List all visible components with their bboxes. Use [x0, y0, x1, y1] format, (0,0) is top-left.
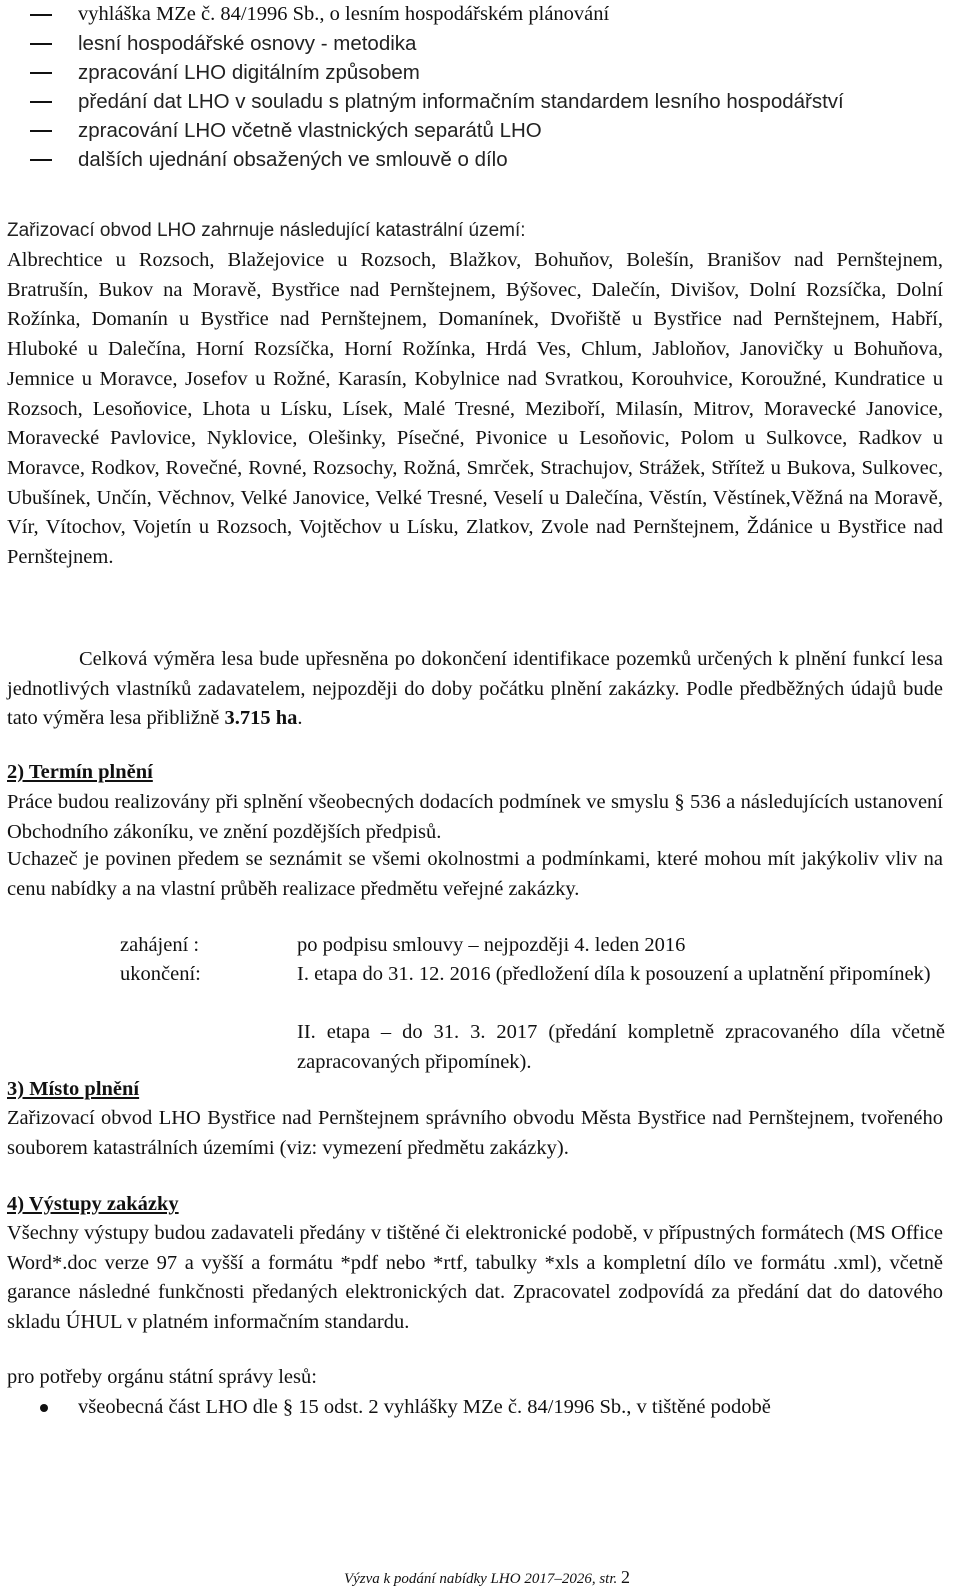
- list-item: předání dat LHO v souladu s platným informačním standardem lesního hospodářství: [0, 87, 844, 116]
- section-heading-misto: 3) Místo plnění: [7, 1078, 140, 1100]
- dash-bullet-icon: [30, 101, 52, 103]
- termin-paragraph-2: Uchazeč je povinen předem se seznámit se všemi okolnostmi a podmínkami, které mohou mít jakýkoliv vliv na cenu nabídky a na vlastní průběh realizace předmětu veřejné zakázky.: [7, 848, 943, 900]
- list-item: zpracování LHO digitálním způsobem: [0, 58, 844, 87]
- page-footer: Výzva k podání nabídky LHO 2017–2026, str. 2: [343, 1567, 630, 1587]
- list-item: dalších ujednání obsažených ve smlouvě o dílo: [0, 145, 844, 174]
- misto-paragraph: Zařizovací obvod LHO Bystřice nad Pernštejnem správního obvodu Města Bystřice nad Pernštejnem, tvořeného souborem katastrálních územími (viz: vymezení předmětu zakázky).: [7, 1107, 943, 1159]
- dash-bullet-icon: [30, 14, 52, 16]
- vystupy-paragraph: Všechny výstupy budou zadavateli předány v tištěné či elektronické podobě, v přípustných formátech (MS Office Word*.doc verze 97 a vyšší a formátu *pdf nebo *rtf, tabulky *xls a kompletní dílo ve formátu .xml), včetně garance následné funkčnosti předaných elektronických dat. Zpracovatel zodpovídá za předání dat do datového skladu ÚHUL v platném informačním standardu.: [7, 1222, 943, 1334]
- dash-bullet-icon: [30, 130, 52, 132]
- bullet-icon: [40, 1404, 48, 1412]
- section-heading-vystupy: 4) Výstupy zakázky: [7, 1193, 179, 1215]
- termin-paragraph-1: Práce budou realizovány při splnění všeobecných dodacích podmínek ve smyslu § 536 a následujících ustanovení Obchodního zákoníku, ve znění pozdějších předpisů.: [7, 791, 943, 843]
- zahajeni-value: po podpisu smlouvy – nejpozději 4. leden 2016: [297, 934, 686, 956]
- page-number: 2: [621, 1567, 630, 1587]
- document-page: vyhláška MZe č. 84/1996 Sb., o lesním hospodářském plánování lesní hospodářské osnovy - metodika zpracování LHO digitálním způsobem předání dat LHO v souladu s platným informačním standardem lesního hospodářství zpracování LHO včetně vlastnických separátů LHO dalších ujednání obsažených ve smlouvě o dílo Zařizovací obvod LHO zahrnuje následující katastrální území: Albrechtice u Rozsoch, Blažejovice u Rozsoch, Blažkov, Bohuňov, Bolešín, Branišov nad Pernštejnem, Bratrušín, Bukov na Moravě, Bystřice nad Pernštejnem, Býšovec, Dalečín, Divišov, Dolní Rozsíčka, Dolní Rožínka, Domanín u Bystřice nad Pernštejnem, Domanínek, Dvořiště u Bystřice nad Pernštejnem, Habří, Hluboké u Dalečína, Horní Rozsíčka, Horní Rožínka, Hrdá Ves, Chlum, Jabloňov, Janovičky u Bohuňova, Jemnice u Moravce, Josefov u Rožné, Karasín, Kobylnice nad Svratkou, Korouhvice, Koroužné, Kundratice u Rozsoch, Lesoňovice, Lhota u Lísku, Lísek, Malé Tresné, Meziboří, Milasín, Mitrov, Moravecké Janovice, Moravecké Pavlovice, Nyklovice, Olešinky, Písečné, Pivonice u Lesoňovic, Polom u Sulkovce, Radkov u Moravce, Rodkov, Rovečné, Rovné, Rozsochy, Rožná, Smrček, Strachujov, Strážek, Střítež u Bukova, Sulkovec, Ubušínek, Unčín, Věchnov, Velké Janovice, Velké Tresné, Veselí u Dalečína, Věstín, Věstínek,Věžná na Moravě, Vír, Vítochov, Vojetín u Rozsoch, Vojtěchov u Lísku, Zlatkov, Zvole nad Pernštejnem, Ždánice u Bystřice nad Pernštejnem. Celková výměra lesa bude upřesněna po dokončení identifikace pozemků určených k plnění funkcí lesa jednotlivých vlastníků zadavatelem, nejpozději do doby počátku plnění zakázky. Podle předběžných údajů bude tato výměra lesa přibližně 3.715 ha. 2) Termín plnění Práce budou realizovány při splnění všeobecných dodacích podmínek ve smyslu § 536 a následujících ustanovení Obchodního zákoníku, ve znění pozdějších předpisů. Uchazeč je povinen předem se seznámit se všemi okolnostmi a podmínkami, které mohou mít jakýkoliv vliv na cenu nabídky a na vlastní průběh realizace předmětu veřejné zakázky. zahájení : po podpisu smlouvy – nejpozději 4. leden 2016 ukončení: I. etapa do 31. 12. 2016 (předložení díla k posouzení a uplatnění připomínek) II. etapa – do 31. 3. 2017 (předání kompletně zpracovaného díla včetně zapracovaných připomínek). 3) Místo plnění Zařizovací obvod LHO Bystřice nad Pernštejnem správního obvodu Města Bystřice nad Pernštejnem, tvořeného souborem katastrálních územími (viz: vymezení předmětu zakázky). 4) Výstupy zakázky Všechny výstupy budou zadavateli předány v tištěné či elektronické podobě, v přípustných formátech (MS Office Word*.doc verze 97 a vyšší a formátu *pdf nebo *rtf, tabulky *xls a kompletní dílo ve formátu .xml), včetně garance následné funkčnosti předaných elektronických dat. Zpracovatel zodpovídá za předání dat do datového skladu ÚHUL v platném informačním standardu. pro potřeby orgánu státní správy lesů: všeobecná část LHO dle § 15 odst. 2 vyhlášky MZe č. 84/1996 Sb., v tištěné podobě Výzva k podání nabídky LHO 2017–2026, str. 2: [0, 0, 960, 1589]
- katastr-intro: Zařizovací obvod LHO zahrnuje následující katastrální území:: [7, 220, 526, 241]
- list-item: lesní hospodářské osnovy - metodika: [0, 29, 844, 58]
- requirements-list: [0, 0, 844, 174]
- dash-bullet-icon: [30, 43, 52, 45]
- ukonceni-etapa-1: I. etapa do 31. 12. 2016 (předložení díla k posouzení a uplatnění připomínek): [297, 963, 931, 985]
- vymera-paragraph: Celková výměra lesa bude upřesněna po dokončení identifikace pozemků určených k plnění funkcí lesa jednotlivých vlastníků zadavatelem, nejpozději do doby počátku plnění zakázky. Podle předběžných údajů bude tato výměra lesa přibližně 3.715 ha.: [7, 648, 943, 730]
- organ-text: pro potřeby orgánu státní správy lesů:: [7, 1366, 317, 1388]
- dash-bullet-icon: [30, 159, 52, 161]
- section-heading-termin: 2) Termín plnění: [7, 761, 153, 783]
- list-item: vyhláška MZe č. 84/1996 Sb., o lesním hospodářském plánování: [0, 0, 844, 29]
- katastr-list: Albrechtice u Rozsoch, Blažejovice u Rozsoch, Blažkov, Bohuňov, Bolešín, Branišov nad Pernštejnem, Bratrušín, Bukov na Moravě, Bystřice nad Pernštejnem, Býšovec, Dalečín, Divišov, Dolní Rozsíčka, Dolní Rožínka, Domanín u Bystřice nad Pernštejnem, Domanínek, Dvořiště u Bystřice nad Pernštejnem, Habří, Hluboké u Dalečína, Horní Rozsíčka, Horní Rožínka, Hrdá Ves, Chlum, Jabloňov, Janovičky u Bohuňova, Jemnice u Moravce, Josefov u Rožné, Karasín, Kobylnice nad Svratkou, Korouhvice, Koroužné, Kundratice u Rozsoch, Lesoňovice, Lhota u Lísku, Lísek, Malé Tresné, Meziboří, Milasín, Mitrov, Moravecké Janovice, Moravecké Pavlovice, Nyklovice, Olešinky, Písečné, Pivonice u Lesoňovic, Polom u Sulkovce, Radkov u Moravce, Rodkov, Rovečné, Rovné, Rozsochy, Rožná, Smrček, Strachujov, Strážek, Střítež u Bukova, Sulkovec, Ubušínek, Unčín, Věchnov, Velké Janovice, Velké Tresné, Veselí u Dalečína, Věstín, Věstínek,Věžná na Moravě, Vír, Vítochov, Vojetín u Rozsoch, Vojtěchov u Lísku, Zlatkov, Zvole nad Pernštejnem, Ždánice u Bystřice nad Pernštejnem.: [7, 249, 943, 569]
- zahajeni-label: zahájení :: [120, 934, 200, 956]
- ukonceni-etapa-2: II. etapa – do 31. 3. 2017 (předání kompletně zpracovaného díla včetně zapracovaných připomínek).: [297, 1021, 945, 1073]
- vymera-value: 3.715 ha: [224, 707, 298, 730]
- list-item: zpracování LHO včetně vlastnických separátů LHO: [0, 116, 844, 145]
- ukonceni-label: ukončení:: [120, 963, 201, 985]
- dash-bullet-icon: [30, 72, 52, 74]
